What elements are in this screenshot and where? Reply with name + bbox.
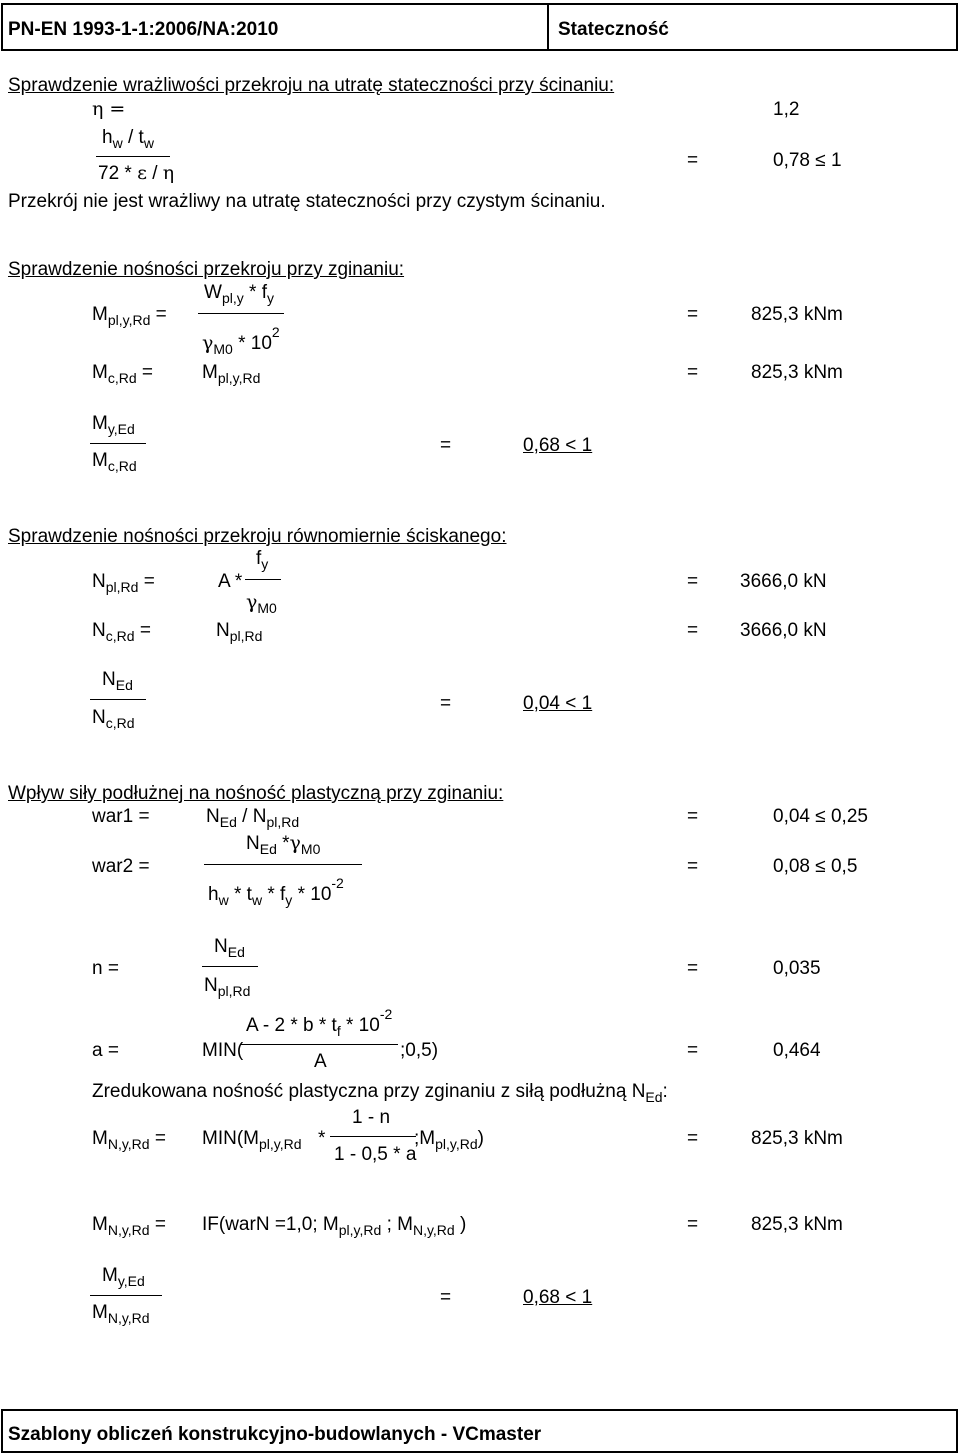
bending-ratio-denominator: $M_{c,Rd}$ (92, 450, 137, 474)
interaction-heading: Wpływ siły podłużnej na nośność plastyczną przy zginaniu: (8, 783, 504, 804)
a-min-open: MIN( (202, 1040, 244, 1061)
bending-ratio-eq: = (440, 435, 452, 456)
comp-ratio-numerator: $N_{Ed}$ (102, 669, 133, 693)
header-topic: Stateczność (558, 19, 669, 40)
war2-label: war2 = (92, 856, 150, 877)
comp-ratio-denominator: $N_{c,Rd}$ (92, 707, 135, 731)
comp-ratio-result: 0,04 < 1 (523, 693, 593, 714)
final-ratio-denominator: $M_{N,y,Rd}$ (92, 1302, 150, 1326)
final-ratio-result: 0,68 < 1 (523, 1287, 593, 1308)
a-label: a = (92, 1040, 119, 1061)
npl-value: 3666,0 kN (740, 571, 827, 592)
mpl-fraction-line (198, 313, 284, 314)
a-denominator: A (314, 1051, 327, 1072)
n-eq: = (687, 958, 699, 979)
shear-ratio: 0,78 ≤ 1 (773, 150, 842, 171)
nc-eq: = (687, 620, 699, 641)
comp-ratio-line (90, 699, 146, 700)
if-formula: IF(warN =1,0; $M_{pl,y,Rd}$ ; $M_{N,y,Rd}$ ) (202, 1214, 467, 1238)
shear-note: Przekrój nie jest wrażliwy na utratę stateczności przy czystym ścinaniu. (8, 191, 606, 212)
bending-ratio-line (90, 443, 146, 444)
reduced-text: Zredukowana nośność plastyczna przy zginaniu z siłą podłużną $N_{Ed}$: (92, 1081, 668, 1105)
n-fraction-line (202, 966, 258, 967)
header-standard: PN-EN 1993-1-1:2006/NA:2010 (8, 19, 279, 40)
npl-gamma: $\gamma_{M0}$ (246, 591, 277, 616)
mn-value: 825,3 kNm (751, 1128, 843, 1149)
npl-A: A * (218, 571, 243, 592)
a-fraction-line (240, 1044, 398, 1045)
shear-eq: = (687, 150, 699, 171)
n-denominator: $N_{pl,Rd}$ (204, 975, 251, 999)
mn-denominator: 1 - 0,5 * a (334, 1144, 417, 1165)
eta-label: η = (92, 98, 126, 120)
mn-fraction-line (330, 1136, 416, 1137)
footer-text: Szablony obliczeń konstrukcyjno-budowlanych - VCmaster (8, 1424, 542, 1445)
header-divider (547, 3, 549, 51)
war2-value: 0,08 ≤ 0,5 (773, 856, 858, 877)
war2-denominator: $h_w * t_w * f_y * 10^{-2}$ (208, 875, 344, 908)
n-numerator: $N_{Ed}$ (214, 936, 245, 960)
shear-heading: Sprawdzenie wrażliwości przekroju na utratę stateczności przy ścinaniu: (8, 75, 615, 96)
mpl-value: 825,3 kNm (751, 304, 843, 325)
eta-value: 1,2 (773, 99, 800, 120)
npl-f: $f_y$ (256, 548, 269, 572)
final-ratio-numerator: $M_{y,Ed}$ (102, 1265, 145, 1289)
shear-denominator: 72 * ε / η (98, 162, 175, 184)
mn-formula-right: $;M_{pl,y,Rd}$) (414, 1128, 484, 1152)
war1-label: war1 = (92, 806, 150, 827)
nc-formula: $N_{pl,Rd}$ (216, 620, 263, 644)
bending-ratio-result: 0,68 < 1 (523, 435, 593, 456)
mpl-numerator: $W_{pl,y} * f_y$ (204, 282, 274, 306)
shear-fraction-line (96, 156, 170, 157)
if-eq: = (687, 1214, 699, 1235)
bending-ratio-numerator: $M_{y,Ed}$ (92, 413, 135, 437)
mn-star: * (318, 1128, 326, 1149)
if-label: $M_{N,y,Rd}$ = (92, 1214, 166, 1238)
a-min-tail: ;0,5) (400, 1040, 439, 1061)
war1-eq: = (687, 806, 699, 827)
war1-value: 0,04 ≤ 0,25 (773, 806, 868, 827)
nc-value: 3666,0 kN (740, 620, 827, 641)
mn-numerator: 1 - n (352, 1107, 391, 1128)
a-eq: = (687, 1040, 699, 1061)
mc-eq: = (687, 362, 699, 383)
mc-label: $M_{c,Rd}$ = (92, 362, 154, 386)
a-numerator: A - 2 * b * $t_f * 10^{-2}$ (246, 1006, 393, 1039)
mn-formula-left: $MIN(M_{pl,y,Rd}$ (202, 1128, 302, 1152)
mc-formula: $M_{pl,y,Rd}$ (202, 362, 261, 386)
npl-label: $N_{pl,Rd}$ = (92, 571, 155, 595)
final-ratio-eq: = (440, 1287, 452, 1308)
mn-eq: = (687, 1128, 699, 1149)
if-value: 825,3 kNm (751, 1214, 843, 1235)
final-ratio-line (90, 1295, 162, 1296)
mpl-label: $M_{pl,y,Rd}$ = (92, 304, 167, 328)
npl-fraction-line (245, 579, 281, 580)
a-value: 0,464 (773, 1040, 821, 1061)
war2-numerator: $N_{Ed}$ $*\gamma_{M0}$ (246, 832, 321, 857)
war2-fraction-line (204, 864, 362, 865)
bending-heading: Sprawdzenie nośności przekroju przy zginaniu: (8, 259, 405, 280)
npl-eq: = (687, 571, 699, 592)
mc-value: 825,3 kNm (751, 362, 843, 383)
mpl-eq: = (687, 304, 699, 325)
n-value: 0,035 (773, 958, 821, 979)
war1-formula: $N_{Ed} / N_{pl,Rd}$ (206, 806, 300, 830)
shear-numerator: $h_w / t_w$ (102, 127, 154, 151)
nc-label: $N_{c,Rd}$ = (92, 620, 151, 644)
mn-label: $M_{N,y,Rd}$ = (92, 1128, 166, 1152)
war2-eq: = (687, 856, 699, 877)
mpl-denominator: $\gamma_{M0} * 10^2$ (202, 324, 280, 357)
n-label: n = (92, 958, 119, 979)
compression-heading: Sprawdzenie nośności przekroju równomiernie ściskanego: (8, 526, 507, 547)
comp-ratio-eq: = (440, 693, 452, 714)
